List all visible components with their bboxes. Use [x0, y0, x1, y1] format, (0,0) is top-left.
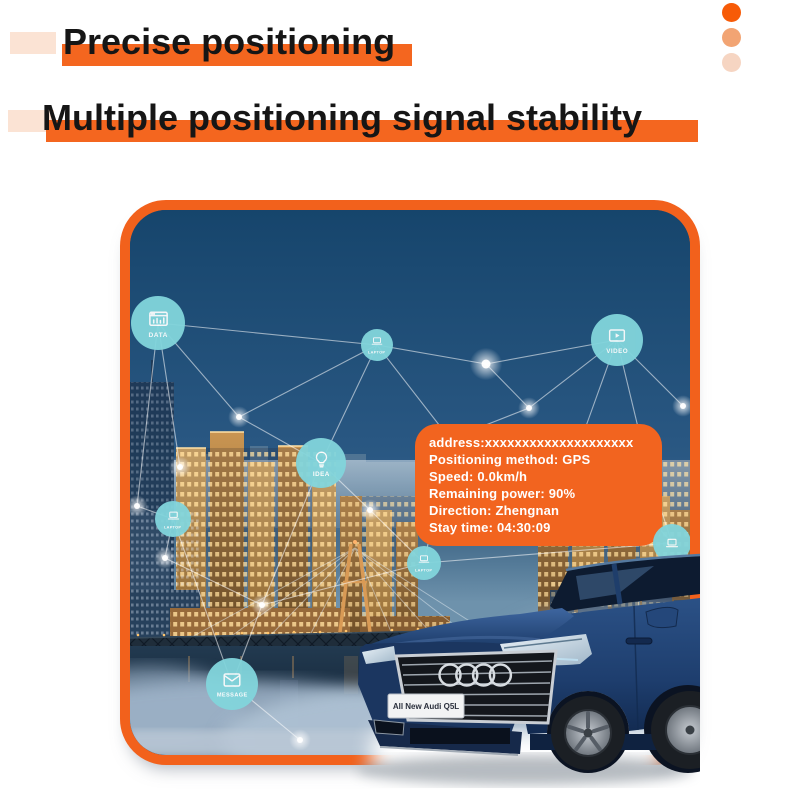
hub-message — [206, 658, 258, 710]
hub-laptop — [155, 501, 191, 537]
chart-window-icon — [147, 308, 170, 331]
heading-precise-positioning: Precise positioning — [63, 21, 396, 62]
info-line-address: address:xxxxxxxxxxxxxxxxxxxx — [429, 435, 634, 450]
side-mirror — [646, 607, 678, 627]
license-plate — [388, 694, 464, 718]
hub-video — [591, 314, 643, 366]
info-line-power: Remaining power: 90% — [429, 485, 576, 501]
info-line-method: Positioning method: GPS — [429, 451, 591, 467]
hub-label: DATA — [148, 331, 168, 339]
decor-dot-3 — [722, 53, 741, 72]
license-plate-text: All New Audi Q5L — [392, 702, 460, 711]
hub-laptop — [361, 329, 393, 361]
accent-block-1 — [10, 32, 56, 54]
hub-label: LAPTOP — [368, 350, 386, 355]
hub-label: MESSAGE — [216, 692, 248, 699]
envelope-icon — [221, 669, 243, 691]
hub-label: LAPTOP — [415, 568, 433, 573]
bulb-icon — [311, 449, 332, 470]
car-illustration — [350, 548, 700, 793]
hub-label: LAPTOP — [164, 525, 182, 529]
info-line-speed: Speed: 0.0km/h — [429, 468, 528, 484]
laptop-icon — [370, 334, 384, 348]
laptop-icon — [166, 508, 181, 523]
car-shadow — [357, 755, 693, 785]
hub-label: VIDEO — [606, 348, 628, 355]
video-icon — [606, 325, 628, 347]
hub-idea — [296, 438, 346, 488]
info-line-direction: Direction: Zhengnan — [429, 502, 560, 518]
decor-dot-1 — [722, 3, 741, 22]
info-line-stay-time: Stay time: 04:30:09 — [429, 519, 551, 535]
hub-label: IDEA — [312, 470, 330, 478]
front-wheel — [551, 696, 625, 770]
heading-signal-stability: Multiple positioning signal stability — [42, 97, 643, 138]
decor-dot-2 — [722, 28, 741, 47]
door-handle — [626, 638, 652, 644]
hub-data — [131, 296, 185, 350]
